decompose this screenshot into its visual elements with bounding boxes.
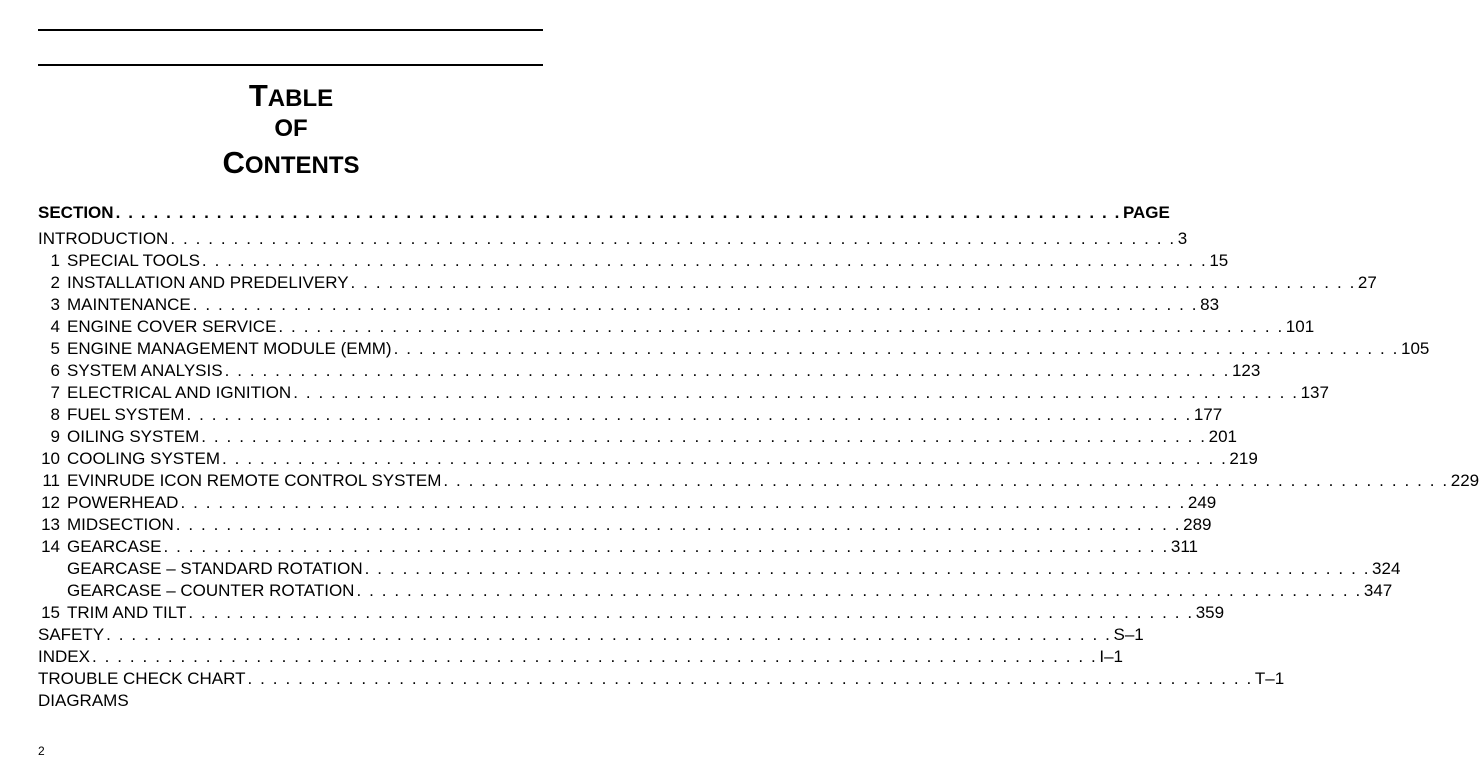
page-ref: 27 bbox=[1357, 273, 1377, 292]
dot-leader: . . . . . . . . . . . . . . . . . . . . . . . . . . . . . . . . . . . . . . . . . . . . . . . . . . . . . . . . . . . . . . . . . . . . . . . . . . . . . . . . bbox=[201, 427, 1207, 446]
toc-entry[interactable] bbox=[38, 668, 1285, 690]
page-ref: 123 bbox=[1231, 361, 1261, 380]
toc-entry[interactable] bbox=[38, 382, 1329, 404]
toc-entry[interactable] bbox=[38, 470, 1479, 492]
page-ref: 359 bbox=[1195, 603, 1225, 622]
page-ref: 137 bbox=[1300, 383, 1329, 402]
section-title: SAFETY bbox=[38, 625, 105, 644]
dot-leader: . . . . . . . . . . . . . . . . . . . . . . . . . . . . . . . . . . . . . . . . . . . . . . . . . . . . . . . . . . . . . . . . . . . . . . . . . . . . . . . . bbox=[293, 383, 1299, 402]
page-ref: 201 bbox=[1208, 427, 1238, 446]
dot-leader: . . . . . . . . . . . . . . . . . . . . . . . . . . . . . . . . . . . . . . . . . . . . . . . . . . . . . . . . . . . . . . . . . . . . . . . . . . . . . . . . bbox=[163, 537, 1169, 556]
section-number: 12 bbox=[41, 493, 60, 512]
page-ref: 101 bbox=[1285, 317, 1315, 336]
page-ref: 15 bbox=[1209, 251, 1229, 270]
dot-leader: . . . . . . . . . . . . . . . . . . . . . . . . . . . . . . . . . . . . . . . . . . . . . . . . . . . . . . . . . . . . . . . . . . . . . . . . . . . . . . . . bbox=[106, 625, 1112, 644]
dot-leader: . . . . . . . . . . . . . . . . . . . . . . . . . . . . . . . . . . . . . . . . . . . . . . . . . . . . . . . . . . . . . . . . . . . . . . . . . . . . . . . . bbox=[247, 669, 1253, 688]
toc-entry[interactable] bbox=[38, 448, 1258, 470]
dot-leader: . . . . . . . . . . . . . . . . . . . . . . . . . . . . . . . . . . . . . . . . . . . . . . . . . . . . . . . . . . . . . . . . . . . . . . . . . . . . . . . . bbox=[201, 251, 1208, 270]
page-number: 2 bbox=[38, 744, 45, 758]
section-number: 7 bbox=[50, 383, 60, 402]
dot-leader: . . . . . . . . . . . . . . . . . . . . . . . . . . . . . . . . . . . . . . . . . . . . . . . . . . . . . . . . . . . . . . . . . . . . . . . . . . . . . . . . bbox=[350, 273, 1356, 292]
section-number: 3 bbox=[50, 295, 60, 314]
title-line-2: OF bbox=[274, 115, 308, 142]
section-title: INDEX bbox=[38, 647, 90, 666]
section-number: 1 bbox=[50, 251, 60, 270]
section-number: 14 bbox=[41, 537, 60, 556]
toc-entry[interactable] bbox=[38, 536, 1198, 558]
dot-leader: . . . . . . . . . . . . . . . . . . . . . . . . . . . . . . . . . . . . . . . . . . . . . . . . . . . . . . . . . . . . . . . . . . . . . . . . . . . . . . . . bbox=[222, 449, 1228, 468]
section-number: 11 bbox=[42, 471, 60, 490]
dot-leader: . . . . . . . . . . . . . . . . . . . . . . . . . . . . . . . . . . . . . . . . . . . . . . . . . . . . . . . . . . . . . . . . . . . . . . . . . . . . . . . . bbox=[170, 229, 1176, 248]
section-title: TROUBLE CHECK CHART bbox=[38, 669, 246, 688]
section-title: OILING SYSTEM bbox=[67, 427, 200, 446]
toc-entry[interactable] bbox=[38, 228, 1188, 250]
section-title: MIDSECTION bbox=[67, 515, 174, 534]
dot-leader: . . . . . . . . . . . . . . . . . . . . . . . . . . . . . . . . . . . . . . . . . . . . . . . . . . . . . . . . . . . . . . . . . . . . . . . . . . . . . . . . bbox=[356, 581, 1362, 600]
dot-leader: . . . . . . . . . . . . . . . . . . . . . . . . . . . . . . . . . . . . . . . . . . . . . . . . . . . . . . . . . . . . . . . . . . . . . . . . . . . . . . . . bbox=[180, 493, 1186, 512]
section-title: SPECIAL TOOLS bbox=[67, 251, 200, 270]
toc-entry[interactable] bbox=[38, 426, 1238, 448]
section-number: 10 bbox=[41, 449, 60, 468]
dot-leader: . . . . . . . . . . . . . . . . . . . . . . . . . . . . . . . . . . . . . . . . . . . . . . . . . . . . . . . . . . . . . . . . . . . . . . . . . . . . . . . . bbox=[175, 515, 1182, 534]
page-ref: 324 bbox=[1372, 559, 1401, 578]
section-title: POWERHEAD bbox=[67, 493, 179, 512]
title-line-1: TABLE bbox=[248, 78, 334, 113]
section-title: COOLING SYSTEM bbox=[67, 449, 221, 468]
section-title: EVINRUDE ICON REMOTE CONTROL SYSTEM bbox=[67, 471, 442, 490]
second-rule bbox=[38, 64, 543, 66]
toc-entry[interactable] bbox=[38, 294, 1220, 316]
toc-entry[interactable] bbox=[38, 624, 1144, 646]
dot-leader: . . . . . . . . . . . . . . . . . . . . . . . . . . . . . . . . . . . . . . . . . . . . . . . . . . . . . . . . . . . . . . . . . . . . . . . . . . . . . . . . bbox=[443, 471, 1449, 490]
page-ref: 249 bbox=[1187, 493, 1217, 512]
section-title: ELECTRICAL AND IGNITION bbox=[67, 383, 292, 402]
toc-entry[interactable] bbox=[38, 316, 1315, 338]
section-title: TRIM AND TILT bbox=[67, 603, 187, 622]
title-line-3: CONTENTS bbox=[222, 145, 360, 180]
page-title bbox=[0, 80, 582, 178]
toc-entry[interactable] bbox=[38, 404, 1223, 426]
dot-leader: . . . . . . . . . . . . . . . . . . . . . . . . . . . . . . . . . . . . . . . . . . . . . . . . . . . . . . . . . . . . . . . . . . . . . . . . . . . . . . . . bbox=[278, 317, 1284, 336]
section-title: FUEL SYSTEM bbox=[67, 405, 185, 424]
toc-entry[interactable] bbox=[38, 338, 1430, 360]
section-heading: SECTION bbox=[38, 203, 114, 222]
dot-leader: . . . . . . . . . . . . . . . . . . . . . . . . . . . . . . . . . . . . . . . . . . . . . . . . . . . . . . . . . . . . . . . . . . . . . . . . . . . . . . . . bbox=[364, 559, 1371, 578]
toc-header bbox=[38, 200, 1170, 226]
section-number: 6 bbox=[50, 361, 60, 380]
section-number: 8 bbox=[50, 405, 60, 424]
page-ref: 83 bbox=[1200, 295, 1220, 314]
toc-entry[interactable] bbox=[38, 250, 1229, 272]
page-ref: 347 bbox=[1363, 581, 1393, 600]
toc-entry[interactable] bbox=[38, 360, 1261, 382]
section-title: GEARCASE – COUNTER ROTATION bbox=[67, 581, 355, 600]
page-ref: I–1 bbox=[1099, 647, 1123, 666]
section-title: GEARCASE – STANDARD ROTATION bbox=[67, 559, 363, 578]
dot-leader: . . . . . . . . . . . . . . . . . . . . . . . . . . . . . . . . . . . . . . . . . . . . . . . . . . . . . . . . . . . . . . . . . . . . . . . . . . . . . . . . bbox=[192, 295, 1199, 314]
toc-entry[interactable] bbox=[38, 492, 1217, 514]
dot-leader: . . . . . . . . . . . . . . . . . . . . . . . . . . . . . . . . . . . . . . . . . . . . . . . . . . . . . . . . . . . . . . . . . . . . . . . . . . . . . . . . bbox=[188, 603, 1194, 622]
page-ref: 289 bbox=[1183, 515, 1212, 534]
dot-leader: . . . . . . . . . . . . . . . . . . . . . . . . . . . . . . . . . . . . . . . . . . . . . . . . . . . . . . . . . . . . . . . . . . . . . . . . . . . . . . . . bbox=[186, 405, 1192, 424]
section-title: MAINTENANCE bbox=[67, 295, 191, 314]
dot-leader: . . . . . . . . . . . . . . . . . . . . . . . . . . . . . . . . . . . . . . . . . . . . . . . . . . . . . . . . . . . . . . . . . . . . . . . . . . . . . . . . bbox=[224, 361, 1230, 380]
toc-entry[interactable] bbox=[38, 690, 543, 712]
toc-entry[interactable] bbox=[38, 580, 1393, 602]
section-number: 9 bbox=[50, 427, 60, 446]
top-rule bbox=[38, 29, 543, 31]
section-number: 13 bbox=[41, 515, 60, 534]
section-title: INSTALLATION AND PREDELIVERY bbox=[67, 273, 349, 292]
dot-leader: . . . . . . . . . . . . . . . . . . . . . . . . . . . . . . . . . . . . . . . . . . . . . . . . . . . . . . . . . . . . . . . . . . . . . . . . . . . . . . . . bbox=[91, 647, 1098, 666]
section-number: 5 bbox=[50, 339, 60, 358]
page-ref: 105 bbox=[1400, 339, 1430, 358]
section-number: 4 bbox=[50, 317, 60, 336]
toc-entry[interactable] bbox=[38, 558, 1401, 580]
toc-entry[interactable] bbox=[38, 272, 1377, 294]
page-heading: PAGE bbox=[1122, 203, 1170, 222]
page-ref: 311 bbox=[1170, 537, 1198, 556]
section-title: ENGINE MANAGEMENT MODULE (EMM) bbox=[67, 339, 392, 358]
page-ref: S–1 bbox=[1113, 625, 1144, 644]
section-title: ENGINE COVER SERVICE bbox=[67, 317, 277, 336]
table-of-contents bbox=[38, 200, 1479, 712]
page-ref: 3 bbox=[1177, 229, 1188, 248]
section-title: GEARCASE bbox=[67, 537, 162, 556]
section-number: 15 bbox=[41, 603, 60, 622]
dot-leader: . . . . . . . . . . . . . . . . . . . . . . . . . . . . . . . . . . . . . . . . . . . . . . . . . . . . . . . . . . . . . . . . . . . . . . . . . . . . . . . . bbox=[115, 203, 1121, 222]
section-number: 2 bbox=[50, 273, 60, 292]
toc-entry[interactable] bbox=[38, 514, 1212, 536]
toc-entry[interactable] bbox=[38, 646, 1123, 668]
toc-entry[interactable] bbox=[38, 602, 1225, 624]
section-title: DIAGRAMS bbox=[38, 691, 129, 710]
page-ref: 177 bbox=[1193, 405, 1223, 424]
section-title: SYSTEM ANALYSIS bbox=[67, 361, 223, 380]
page-ref: T–1 bbox=[1254, 669, 1285, 688]
section-title: INTRODUCTION bbox=[38, 229, 169, 248]
page-ref: 229 bbox=[1450, 471, 1479, 490]
dot-leader: . . . . . . . . . . . . . . . . . . . . . . . . . . . . . . . . . . . . . . . . . . . . . . . . . . . . . . . . . . . . . . . . . . . . . . . . . . . . . . . . bbox=[393, 339, 1399, 358]
page-ref: 219 bbox=[1229, 449, 1258, 468]
